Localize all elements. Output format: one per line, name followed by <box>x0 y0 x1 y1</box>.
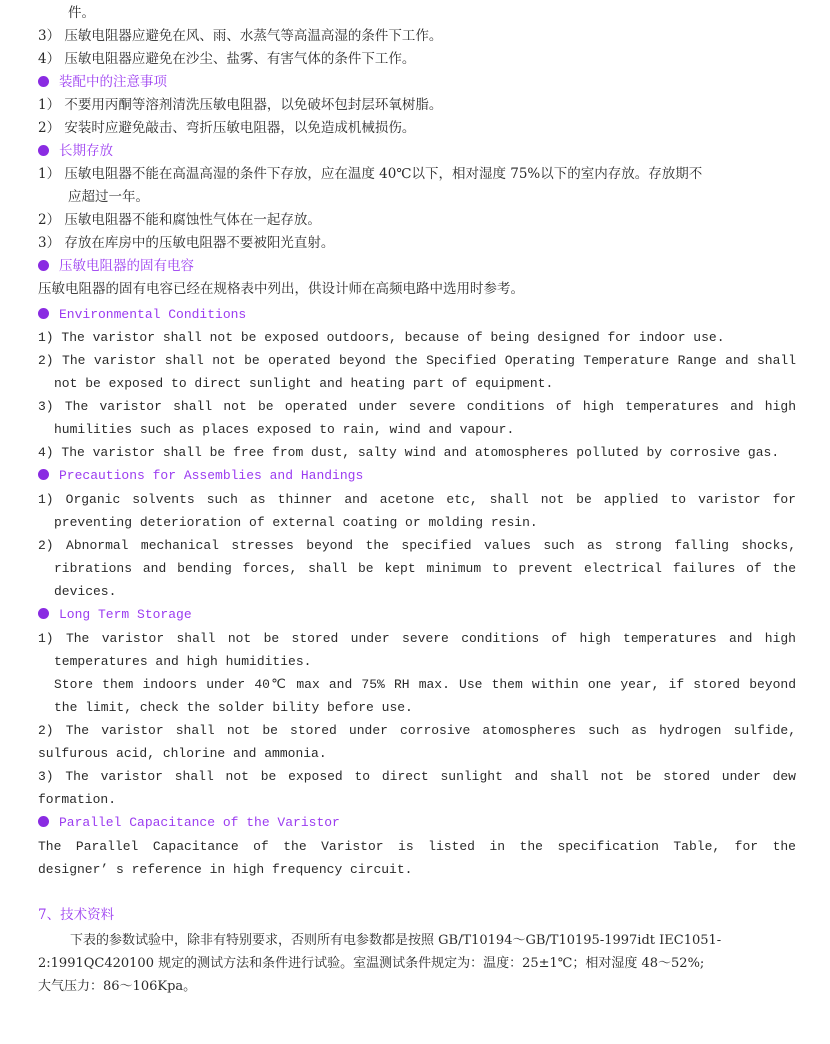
en-storage-line: 1) The varistor shall not be stored under severe conditions of high temperatures and high <box>38 631 796 646</box>
en-env-line: not be exposed to direct sunlight and heating part of equipment. <box>54 376 554 391</box>
en-storage-line: formation. <box>38 792 117 807</box>
bullet-icon <box>38 816 49 827</box>
cn-capacitance-heading <box>38 255 796 278</box>
cn-assembly-item-1: 1） 不要用丙酮等溶剂清洗压敏电阻器，以免破坏包封层环氧树脂。 <box>38 97 443 113</box>
en-assembly-line: 2) Abnormal mechanical stresses beyond the specified values such as strong falling shocks, <box>38 538 796 553</box>
cn-assembly-item-2: 2） 安装时应避免敲击、弯折压敏电阻器，以免造成机械损伤。 <box>38 120 416 136</box>
en-storage-line: sulfurous acid, chlorine and ammonia. <box>38 746 327 761</box>
tech-line: 2:1991QC420100 规定的测试方法和条件进行试验。室温测试条件规定为：温度：25±1℃；相对湿度 48～52%; <box>38 956 705 971</box>
heading-text: Long Term Storage <box>59 607 192 622</box>
en-assembly-line: devices. <box>54 584 117 599</box>
tech-line: 下表的参数试验中，除非有特别要求，否则所有电参数都是按照 GB/T10194～GB/T10195-1997idt IEC1051- <box>70 933 722 948</box>
tech-line: 大气压力：86～106Kpa。 <box>38 979 197 994</box>
heading-text: Precautions for Assemblies and Handings <box>59 468 364 483</box>
en-assembly-line: ribrations and bending forces, shall be kept minimum to prevent electrical failures of the <box>54 561 796 576</box>
en-capacitance-line: designer’ s reference in high frequency circuit. <box>38 862 413 877</box>
heading-text: 装配中的注意事项 <box>59 74 167 90</box>
en-storage-heading <box>38 603 796 626</box>
en-assembly-line: preventing deterioration of external coating or molding resin. <box>54 515 538 530</box>
en-storage-line: 3) The varistor shall not be exposed to direct sunlight and shall not be stored under dew <box>38 769 796 784</box>
cn-env-item-4: 4） 压敏电阻器应避免在沙尘、盐雾、有害气体的条件下工作。 <box>38 51 416 67</box>
en-storage-line: Store them indoors under 40℃ max and 75% RH max. Use them within one year, if stored beyond <box>54 677 796 692</box>
en-storage-line: 2) The varistor shall not be stored under corrosive atomospheres such as hydrogen sulfide, <box>38 723 796 738</box>
en-capacitance-line: The Parallel Capacitance of the Varistor is listed in the specification Table, for the <box>38 839 796 854</box>
heading-text: 压敏电阻器的固有电容 <box>59 258 194 274</box>
cn-env-tail: 件。 <box>68 5 95 21</box>
bullet-icon <box>38 76 49 87</box>
en-capacitance-heading <box>38 811 796 834</box>
cn-storage-item-1: 1） 压敏电阻器不能在高温高湿的条件下存放，应在温度 40℃以下，相对湿度 75%以下的室内存放。存放期不 <box>38 166 703 182</box>
bullet-icon <box>38 308 49 319</box>
cn-capacitance-text: 压敏电阻器的固有电容已经在规格表中列出，供设计师在高频电路中选用时参考。 <box>38 281 524 297</box>
bullet-icon <box>38 260 49 271</box>
heading-text: Environmental Conditions <box>59 307 247 322</box>
cn-env-item-3: 3） 压敏电阻器应避免在风、雨、水蒸气等高温高湿的条件下工作。 <box>38 28 443 44</box>
en-env-line: 3) The varistor shall not be operated under severe conditions of high temperatures and high <box>38 399 796 414</box>
en-assembly-heading <box>38 464 796 487</box>
en-storage-line: the limit, check the solder bility before use. <box>54 700 413 715</box>
en-env-heading <box>38 303 796 326</box>
cn-storage-item-1-cont: 应超过一年。 <box>68 189 149 205</box>
bullet-icon <box>38 145 49 156</box>
cn-storage-item-2: 2） 压敏电阻器不能和腐蚀性气体在一起存放。 <box>38 212 321 228</box>
bullet-icon <box>38 608 49 619</box>
heading-text: Parallel Capacitance of the Varistor <box>59 815 340 830</box>
bullet-icon <box>38 469 49 480</box>
cn-storage-item-3: 3） 存放在库房中的压敏电阻器不要被阳光直射。 <box>38 235 335 251</box>
en-env-line: humilities such as places exposed to rain, wind and vapour. <box>54 422 515 437</box>
heading-text: 长期存放 <box>59 143 113 159</box>
tech-heading: 7、技术资料 <box>38 907 115 923</box>
cn-assembly-heading <box>38 71 796 94</box>
en-env-line: 1) The varistor shall not be exposed outdoors, because of being designed for indoor use. <box>38 330 725 345</box>
cn-storage-heading <box>38 140 796 163</box>
en-env-line: 2) The varistor shall not be operated beyond the Specified Operating Temperature Range and shall <box>38 353 796 368</box>
en-storage-line: temperatures and high humidities. <box>54 654 312 669</box>
en-assembly-line: 1) Organic solvents such as thinner and acetone etc, shall not be applied to varistor for <box>38 492 796 507</box>
en-env-line: 4) The varistor shall be free from dust, salty wind and atomospheres polluted by corrosive gas. <box>38 445 780 460</box>
